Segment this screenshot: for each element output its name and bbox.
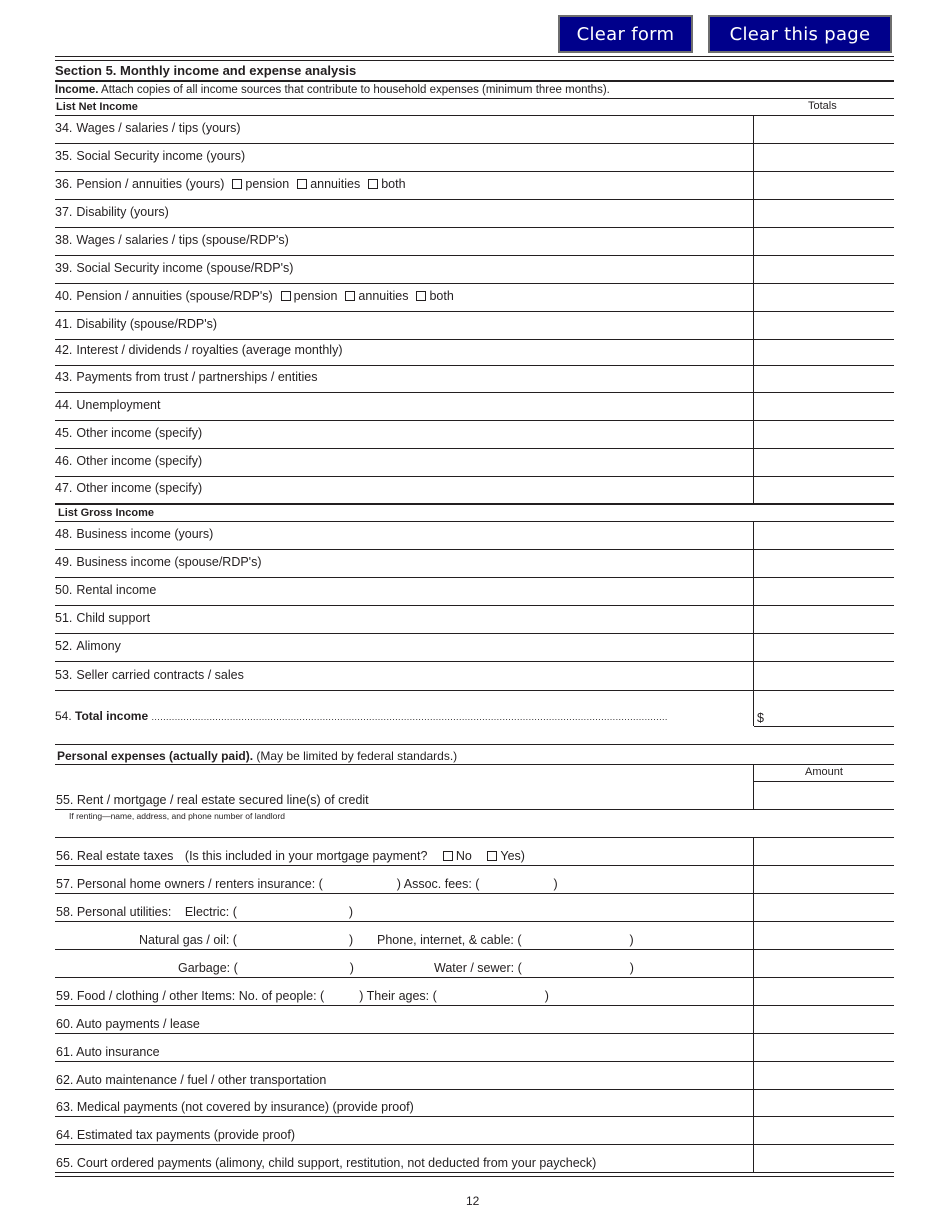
rent-amount-field[interactable] (754, 782, 894, 809)
total-field[interactable] (754, 449, 894, 476)
row-label: Wages / salaries / tips (spouse/RDP's) (76, 233, 289, 247)
total-income-label (55, 709, 668, 723)
auto-payments-field[interactable] (754, 1006, 894, 1033)
income-note-text: Attach copies of all income sources that contribute to household expenses (minimum three months). (101, 84, 610, 96)
rule (55, 744, 894, 745)
income-row (55, 205, 169, 219)
annuities-label: annuities (358, 289, 409, 303)
page-number: 12 (466, 1194, 480, 1208)
amount-header: Amount (805, 766, 843, 778)
utilities-amount-field-3[interactable] (754, 950, 894, 977)
income-row (55, 177, 406, 191)
row-label: Seller carried contracts / sales (76, 668, 244, 682)
row-number: 53. (55, 668, 73, 682)
section-rule (55, 80, 894, 82)
both-checkbox[interactable] (416, 291, 426, 301)
income-row (55, 611, 150, 625)
real-estate-question: (Is this included in your mortgage payment? (184, 849, 428, 863)
income-label: Income. (55, 84, 99, 96)
expense-row-56 (56, 849, 525, 863)
no-label: No (455, 849, 472, 863)
utilities-row-2 (139, 933, 353, 947)
income-row (55, 289, 454, 303)
rule (55, 809, 894, 810)
row-number: 46. (55, 454, 73, 468)
row-label: Child support (76, 611, 151, 625)
expense-row-62: 62. Auto maintenance / fuel / other transportation (56, 1073, 327, 1087)
row-number: 43. (55, 370, 73, 384)
totals-header: Totals (808, 100, 837, 112)
income-row (55, 398, 160, 412)
income-row (55, 261, 293, 275)
expense-row-59 (56, 989, 549, 1003)
income-row (55, 639, 121, 653)
total-field[interactable] (754, 312, 894, 339)
utilities-row-3b (434, 961, 634, 975)
paren-close: ) (544, 989, 549, 1003)
utilities-row-3 (178, 961, 354, 975)
natural-gas-label: Natural gas / oil: ( (139, 933, 237, 947)
total-field[interactable] (754, 578, 894, 605)
total-field[interactable] (754, 116, 894, 143)
expense-row-64: 64. Estimated tax payments (provide proof) (56, 1128, 296, 1142)
phone-label: Phone, internet, & cable: ( (377, 933, 522, 947)
total-field[interactable] (754, 366, 894, 392)
row-number: 39. (55, 261, 73, 275)
income-row (55, 454, 202, 468)
assoc-fees-label: ) Assoc. fees: ( (396, 877, 480, 891)
total-field[interactable] (754, 228, 894, 255)
expense-row-55: 55. Rent / mortgage / real estate secured line(s) of credit (56, 793, 369, 807)
yes-checkbox[interactable] (487, 851, 497, 861)
row-label: Alimony (76, 639, 121, 653)
real-estate-amount-field[interactable] (754, 838, 894, 865)
total-income-text: Total income (75, 709, 149, 723)
row-number: 51. (55, 611, 73, 625)
row-label: Other income (specify) (76, 454, 203, 468)
row-number: 42. (55, 343, 73, 357)
food-label: 59. Food / clothing / other Items: No. of people: ( (56, 989, 325, 1003)
row-number: 41. (55, 317, 73, 331)
total-field[interactable] (754, 256, 894, 283)
row-label: Social Security income (yours) (76, 149, 246, 163)
total-field[interactable] (754, 144, 894, 171)
real-estate-taxes-label: 56. Real estate taxes (56, 849, 174, 863)
income-row (55, 233, 289, 247)
income-row (55, 555, 262, 569)
both-label: both (429, 289, 454, 303)
both-checkbox[interactable] (368, 179, 378, 189)
insurance-label: 57. Personal home owners / renters insurance: ( (56, 877, 323, 891)
total-field[interactable] (754, 550, 894, 577)
estimated-tax-field[interactable] (754, 1117, 894, 1144)
income-row (55, 149, 245, 163)
income-row (55, 426, 202, 440)
row-label: Disability (yours) (76, 205, 169, 219)
income-row (55, 121, 241, 135)
row-label: Business income (spouse/RDP's) (76, 555, 262, 569)
row-label: Disability (spouse/RDP's) (76, 317, 218, 331)
expense-row-63: 63. Medical payments (not covered by insurance) (provide proof) (56, 1100, 414, 1114)
total-field[interactable] (754, 662, 894, 690)
food-amount-field[interactable] (754, 978, 894, 1005)
expense-row-61: 61. Auto insurance (56, 1045, 160, 1059)
pension-label: pension (293, 289, 338, 303)
total-field[interactable] (754, 634, 894, 661)
row-label: Other income (specify) (76, 481, 203, 495)
total-field[interactable] (754, 172, 894, 199)
utilities-row-2b (377, 933, 634, 947)
annuities-checkbox[interactable] (345, 291, 355, 301)
total-field[interactable] (754, 477, 894, 503)
total-income-field[interactable] (754, 692, 894, 726)
expense-row-57 (56, 877, 558, 891)
row-number: 40. (55, 289, 73, 303)
bottom-rule (55, 1172, 894, 1177)
water-label: Water / sewer: ( (434, 961, 522, 975)
total-field[interactable] (754, 606, 894, 633)
net-income-header: List Net Income (56, 101, 138, 113)
row-label: Pension / annuities (spouse/RDP's) (76, 289, 273, 303)
row-number: 49. (55, 555, 73, 569)
row-label: Other income (specify) (76, 426, 203, 440)
section-title: Section 5. Monthly income and expense analysis (55, 63, 357, 78)
rule (55, 690, 894, 691)
total-field[interactable] (754, 200, 894, 227)
row-number: 35. (55, 149, 73, 163)
court-ordered-field[interactable] (754, 1145, 894, 1172)
paren-close: ) (348, 905, 354, 919)
income-row (55, 343, 343, 357)
pension-checkbox[interactable] (232, 179, 242, 189)
clear-form-button[interactable]: Clear form (558, 15, 693, 53)
leader-dots: .................................................................................................................................................................................. (151, 712, 668, 722)
expense-row-60: 60. Auto payments / lease (56, 1017, 200, 1031)
income-row (55, 481, 202, 495)
auto-insurance-field[interactable] (754, 1034, 894, 1061)
row-number: 47. (55, 481, 73, 495)
row-number: 48. (55, 527, 73, 541)
row-number: 44. (55, 398, 73, 412)
row-label: Payments from trust / partnerships / entities (76, 370, 318, 384)
row-label: Social Security income (spouse/RDP's) (76, 261, 294, 275)
paren-close: ) (629, 933, 634, 947)
utilities-label: 58. Personal utilities: (56, 905, 172, 919)
row-label: Rental income (76, 583, 157, 597)
row-number: 36. (55, 177, 73, 191)
expense-row-58 (56, 905, 353, 919)
total-field[interactable] (754, 284, 894, 311)
both-label: both (381, 177, 406, 191)
row-label: Pension / annuities (yours) (76, 177, 225, 191)
row-number: 50. (55, 583, 73, 597)
total-field[interactable] (754, 393, 894, 420)
income-row (55, 668, 244, 682)
paren-close: ) (629, 961, 634, 975)
paren-close: ) (348, 933, 354, 947)
row-number: 34. (55, 121, 73, 135)
annuities-label: annuities (310, 177, 361, 191)
income-row (55, 370, 317, 384)
row-label: Interest / dividends / royalties (average monthly) (76, 343, 343, 357)
total-field[interactable] (754, 340, 894, 365)
row-number: 38. (55, 233, 73, 247)
income-row (55, 583, 156, 597)
income-row (55, 527, 213, 541)
total-income-num: 54. (55, 709, 72, 723)
pension-checkbox[interactable] (281, 291, 291, 301)
expenses-title-bold: Personal expenses (actually paid). (57, 749, 254, 763)
auto-maintenance-field[interactable] (754, 1062, 894, 1089)
yes-label: Yes) (500, 849, 525, 863)
top-rule (55, 56, 894, 61)
clear-page-button[interactable]: Clear this page (708, 15, 892, 53)
total-field[interactable] (754, 522, 894, 549)
rule (55, 503, 894, 504)
insurance-amount-field[interactable] (754, 866, 894, 893)
landlord-info-field[interactable] (56, 821, 894, 837)
medical-payments-field[interactable] (754, 1090, 894, 1116)
electric-label: Electric: ( (184, 905, 237, 919)
no-checkbox[interactable] (443, 851, 453, 861)
total-field[interactable] (754, 421, 894, 448)
row-label: Wages / salaries / tips (yours) (76, 121, 241, 135)
paren-close: ) (553, 877, 558, 891)
expenses-note: (May be limited by federal standards.) (256, 749, 458, 763)
expense-row-65: 65. Court ordered payments (alimony, child support, restitution, not deducted from your paycheck) (56, 1156, 597, 1170)
garbage-label: Garbage: ( (178, 961, 238, 975)
paren-close: ) (349, 961, 354, 975)
income-row (55, 317, 217, 331)
row-number: 52. (55, 639, 73, 653)
row-label: Business income (yours) (76, 527, 214, 541)
rule (754, 726, 894, 727)
rule (55, 764, 894, 765)
row-number: 45. (55, 426, 73, 440)
utilities-amount-field-2[interactable] (754, 922, 894, 949)
income-note (55, 84, 610, 96)
row-label: Unemployment (76, 398, 161, 412)
utilities-amount-field[interactable] (754, 894, 894, 921)
row-number: 37. (55, 205, 73, 219)
total-currency: $ (757, 711, 764, 725)
rule (55, 98, 894, 99)
gross-income-header: List Gross Income (58, 507, 154, 519)
ages-label: ) Their ages: ( (359, 989, 437, 1003)
annuities-checkbox[interactable] (297, 179, 307, 189)
expenses-title (57, 749, 457, 763)
landlord-note: If renting—name, address, and phone number of landlord (69, 811, 285, 821)
pension-label: pension (245, 177, 290, 191)
